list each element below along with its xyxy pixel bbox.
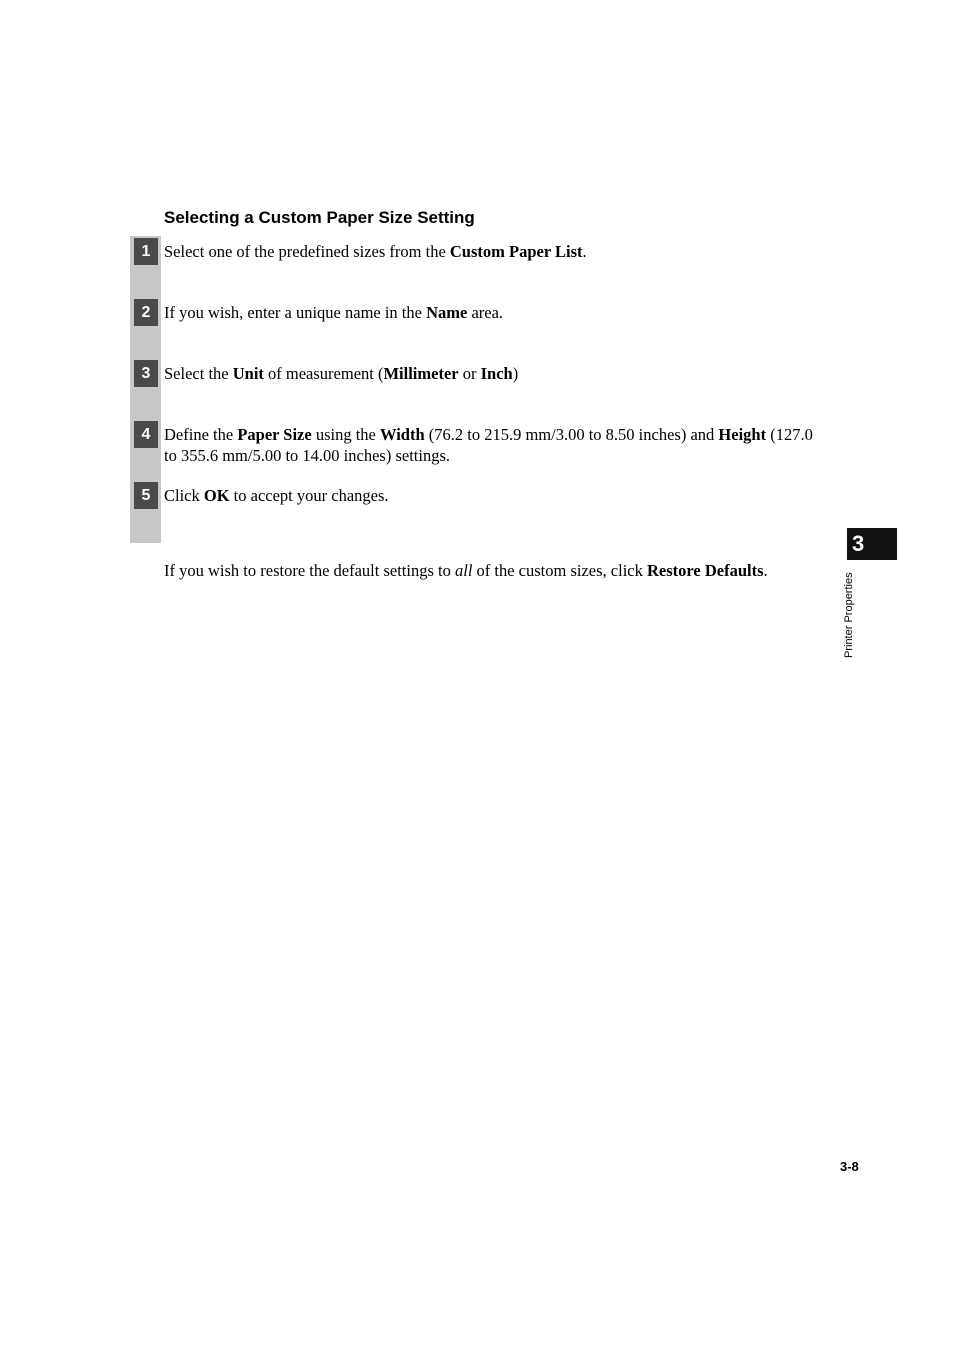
step-number-3: 3 bbox=[134, 360, 158, 387]
step-text-3: Select the Unit of measurement (Millimeter or Inch) bbox=[164, 364, 519, 383]
step-number-5: 5 bbox=[134, 482, 158, 509]
step-number-1: 1 bbox=[134, 238, 158, 265]
step-text-1: Select one of the predefined sizes from the Custom Paper List. bbox=[164, 242, 587, 261]
step-text-5: Click OK to accept your changes. bbox=[164, 486, 389, 505]
step-number-4: 4 bbox=[134, 421, 158, 448]
section-title: Selecting a Custom Paper Size Setting bbox=[164, 208, 475, 227]
chapter-tab: 3 bbox=[847, 528, 897, 560]
step-text-2: If you wish, enter a unique name in the Name area. bbox=[164, 303, 504, 322]
step-number-2: 2 bbox=[134, 299, 158, 326]
step-text-4: Define the Paper Size using the Width (76.2 to 215.9 mm/3.00 to 8.50 inches) and Height (127.0 to 355.6 mm/5.00 to 14.00 inches) settings. bbox=[164, 425, 813, 465]
chapter-label: Printer Properties bbox=[843, 572, 855, 658]
page-number: 3-8 bbox=[840, 1159, 859, 1174]
restore-defaults-note: If you wish to restore the default settings to all of the custom sizes, click Restore Defaults. bbox=[164, 561, 768, 580]
